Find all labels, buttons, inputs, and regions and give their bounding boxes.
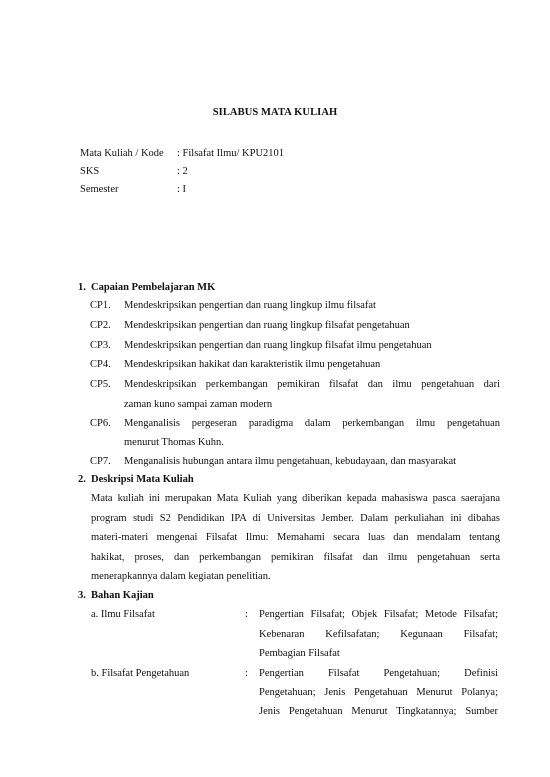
cp-text: menurut Thomas Kuhn.: [124, 437, 224, 448]
section-heading-bahan-kajian: [78, 590, 154, 601]
section-title: Bahan Kajian: [91, 590, 154, 601]
cp-text: Mendeskripsikan pengertian dan ruang lingkup filsafat ilmu pengetahuan: [124, 340, 432, 351]
section-heading-deskripsi: [78, 474, 194, 485]
meta-value: : I: [177, 184, 187, 195]
cp-text: Menganalisis pergeseran paradigma dalam perkembangan ilmu pengetahuan: [124, 418, 500, 429]
cp-text: Mendeskripsikan perkembangan pemikiran filsafat dan ilmu pengetahuan dari: [124, 379, 500, 390]
meta-value: : 2: [177, 166, 188, 177]
document-title: SILABUS MATA KULIAH: [212, 107, 338, 118]
cp-code: CP1.: [90, 300, 111, 311]
cp-text: Mendeskripsikan hakikat dan karakteristik ilmu pengetahuan: [124, 359, 381, 370]
cp-code: CP6.: [90, 418, 111, 429]
cp-text: Menganalisis hubungan antara ilmu pengetahuan, kebudayaan, dan masyarakat: [124, 456, 457, 467]
bahan-kajian-line: Jenis Pengetahuan Menurut Tingkatannya; Sumber: [259, 706, 498, 717]
meta-value: : Filsafat Ilmu/ KPU2101: [177, 148, 285, 159]
bahan-kajian-colon: :: [245, 668, 248, 679]
meta-label: SKS: [80, 166, 100, 177]
meta-label: Semester: [80, 184, 119, 195]
cp-code: CP7.: [90, 456, 111, 467]
section-title: Deskripsi Mata Kuliah: [91, 474, 194, 485]
meta-label: Mata Kuliah / Kode: [80, 148, 164, 159]
section-number: 3.: [78, 590, 86, 601]
description-line: program studi S2 Pendidikan IPA di Universitas Jember. Dalam perkuliahan ini dibahas: [91, 513, 500, 524]
bahan-kajian-colon: :: [245, 609, 248, 620]
bahan-kajian-label: b. Filsafat Pengetahuan: [91, 668, 190, 679]
bahan-kajian-label: a. Ilmu Filsafat: [91, 609, 155, 620]
description-line: menerapkannya dalam kegiatan penelitian.: [91, 571, 271, 582]
cp-text: Mendeskripsikan pengertian dan ruang lingkup filsafat pengetahuan: [124, 320, 410, 331]
section-number: 1.: [78, 282, 86, 293]
cp-code: CP5.: [90, 379, 111, 390]
bahan-kajian-line: Kebenaran Kefilsafatan; Kegunaan Filsafat;: [259, 629, 498, 640]
bahan-kajian-line: Pengetahuan; Jenis Pengetahuan Menurut Polanya;: [259, 687, 498, 698]
section-number: 2.: [78, 474, 86, 485]
bahan-kajian-line: Pengertian Filsafat; Objek Filsafat; Metode Filsafat;: [259, 609, 498, 620]
description-line: Mata kuliah ini merupakan Mata Kuliah yang diberikan kepada mahasiswa pasca saerajana: [91, 493, 500, 504]
cp-code: CP4.: [90, 359, 111, 370]
description-line: hakikat, proses, dan perkembangan pemikiran filsafat dan ilmu pengetahuan serta: [91, 552, 500, 563]
bahan-kajian-line: Pengertian Filsafat Pengetahuan; Definisi: [259, 668, 498, 679]
cp-text: zaman kuno sampai zaman modern: [124, 399, 273, 410]
section-heading-capaian: [78, 282, 215, 293]
section-title: Capaian Pembelajaran MK: [91, 282, 216, 293]
description-line: materi-materi mengenai Filsafat Ilmu: Memahami secara luas dan mendalam tentang: [91, 532, 500, 543]
cp-code: CP2.: [90, 320, 111, 331]
cp-text: Mendeskripsikan pengertian dan ruang lingkup ilmu filsafat: [124, 300, 376, 311]
cp-code: CP3.: [90, 340, 111, 351]
bahan-kajian-line: Pembagian Filsafat: [259, 648, 340, 659]
